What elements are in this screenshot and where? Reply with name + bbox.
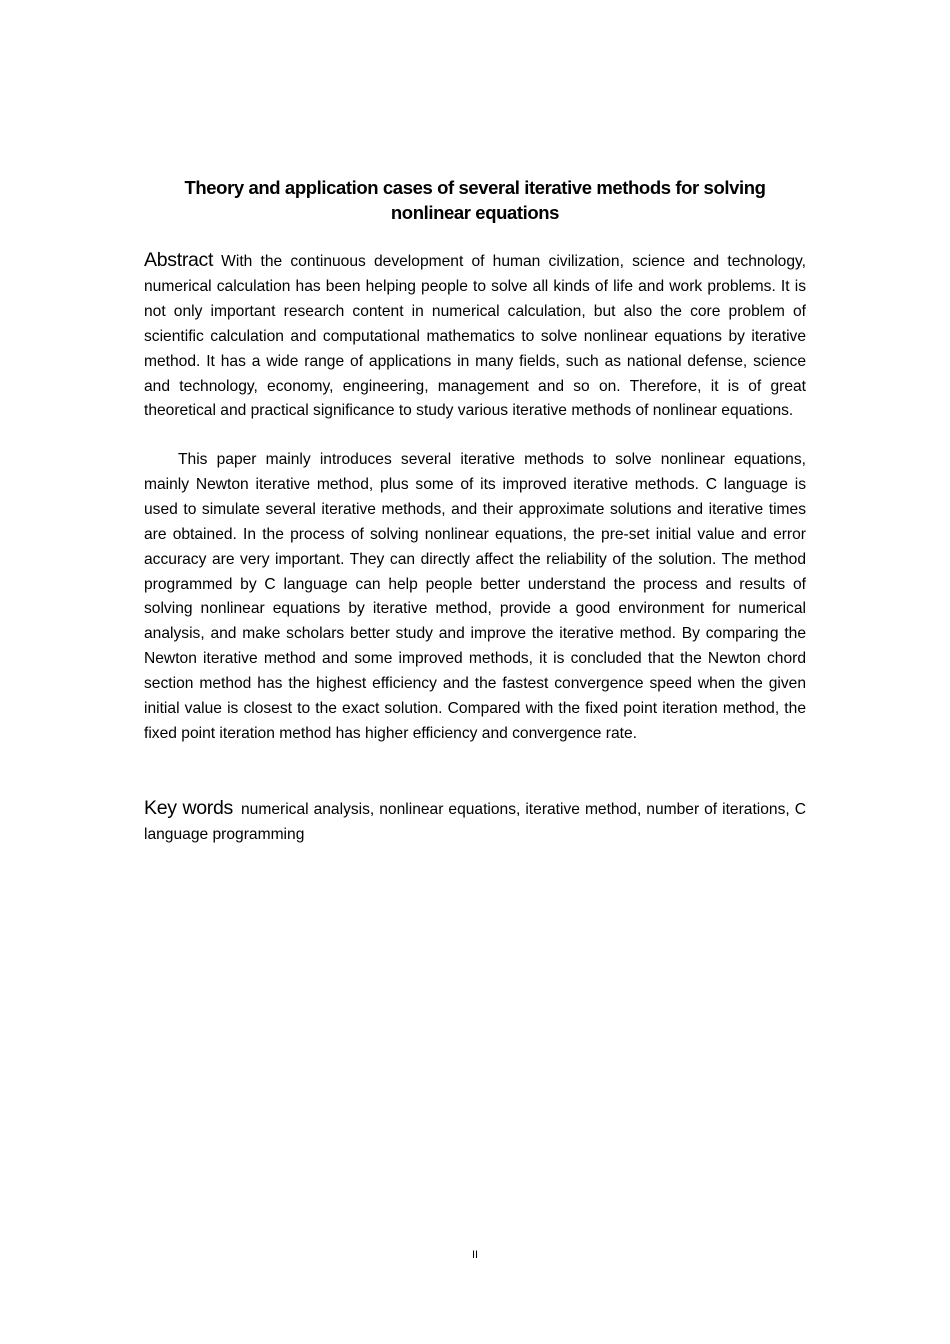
keywords-text: numerical analysis, nonlinear equations, iterative method, number of iterations, C language programming: [144, 801, 806, 843]
paper-title-line-2: nonlinear equations: [390, 202, 560, 223]
keywords-paragraph: [144, 796, 806, 848]
abstract-paragraph: [144, 248, 806, 424]
paper-title: [144, 175, 806, 225]
abstract-label: Abstract: [144, 249, 214, 271]
abstract-paragraph-2: This paper mainly introduces several iterative methods to solve nonlinear equations, mainly Newton iterative method, plus some of its improved iterative methods. C language is used to simulate several iterative methods, and their approximate solutions and iterative times are obtained. In the process of solving nonlinear equations, the pre-set initial value and error accuracy are very important. They can directly affect the reliability of the solution. The method programmed by C language can help people better understand the process and results of solving nonlinear equations by iterative method, provide a good environment for numerical analysis, and make scholars better study and improve the iterative method. By comparing the Newton iterative method and some improved methods, it is concluded that the Newton chord section method has the highest efficiency and the fastest convergence speed when the given initial value is closest to the exact solution. Compared with the fixed point iteration method, the fixed point iteration method has higher efficiency and convergence rate.: [144, 451, 806, 742]
abstract-text: With the continuous development of human civilization, science and technology, numerical calculation has been helping people to solve all kinds of life and work problems. It is not only important research content in numerical calculation, but also the core problem of scientific calculation and computational mathematics to solve nonlinear equations by iterative method. It has a wide range of applications in many fields, such as national defense, science and technology, economy, engineering, management and so on. Therefore, it is of great theoretical and practical significance to study various iterative methods of nonlinear equations.: [144, 253, 806, 420]
paper-title-line-1: Theory and application cases of several iterative methods for solving: [184, 177, 766, 198]
keywords-label: Key words: [144, 797, 233, 819]
page-number: II: [471, 1249, 479, 1261]
